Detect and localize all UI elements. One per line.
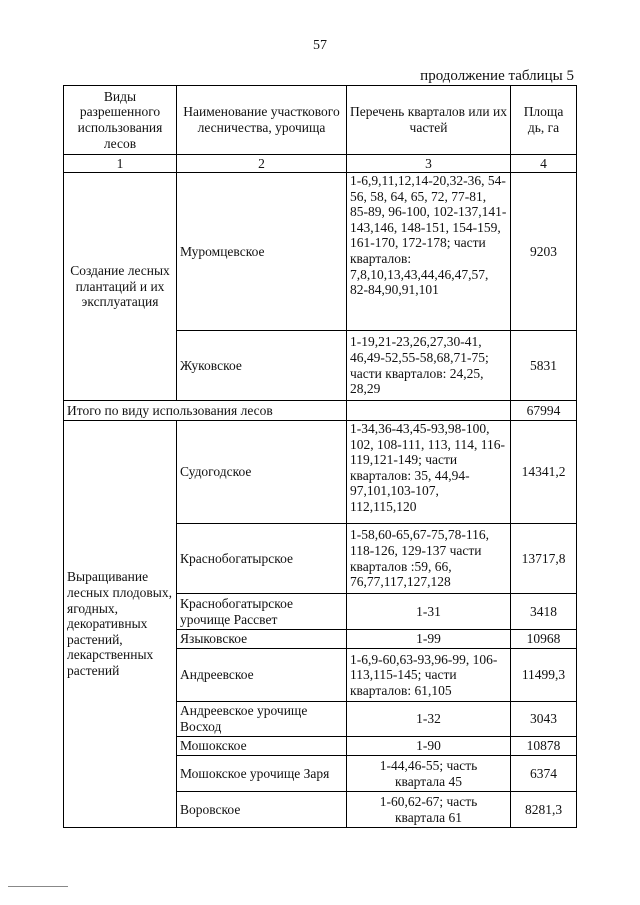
area-cell: 6374 xyxy=(511,756,577,792)
page-number: 57 xyxy=(313,38,327,53)
forestry-name-cell: Андреевское урочище Восход xyxy=(177,702,347,737)
total-empty-cell xyxy=(347,401,511,421)
area-cell: 5831 xyxy=(511,331,577,401)
table-header-row xyxy=(64,86,577,155)
column-number: 1 xyxy=(64,155,177,173)
quarters-cell: 1-34,36-43,45-93,98-100, 102, 108-111, 113, 114, 116-119,121-149; части кварталов: 35, 44,94-97,101,103-107, 112,115,120 xyxy=(347,421,511,524)
table-row xyxy=(64,173,577,331)
area-cell: 3418 xyxy=(511,594,577,630)
forestry-name-cell: Мошокское урочище Заря xyxy=(177,756,347,792)
forestry-name-cell: Краснобогатырское урочище Рассвет xyxy=(177,594,347,630)
forestry-name-cell: Воровское xyxy=(177,792,347,828)
quarters-cell: 1-6,9,11,12,14-20,32-36, 54-56, 58, 64, 65, 72, 77-81, 85-89, 96-100, 102-137,141-143,146, 148-151, 154-159, 161-170, 172-178; части кварталов: 7,8,10,13,43,44,46,47,57, 82-84,90,91,101 xyxy=(347,173,511,331)
forestry-name-cell: Краснобогатырское xyxy=(177,524,347,594)
quarters-cell: 1-99 xyxy=(347,630,511,649)
forestry-name-cell: Языковское xyxy=(177,630,347,649)
table-row xyxy=(64,421,577,524)
forestry-name-cell: Жуковское xyxy=(177,331,347,401)
land-use-table xyxy=(63,85,577,828)
area-cell: 14341,2 xyxy=(511,421,577,524)
area-cell: 10968 xyxy=(511,630,577,649)
quarters-cell: 1-60,62-67; часть квартала 61 xyxy=(347,792,511,828)
area-cell: 10878 xyxy=(511,737,577,756)
quarters-cell: 1-58,60-65,67-75,78-116, 118-126, 129-137 части кварталов :59, 66, 76,77,117,127,128 xyxy=(347,524,511,594)
quarters-cell: 1-31 xyxy=(347,594,511,630)
header-forestry-name: Наименование участкового лесничества, урочища xyxy=(177,86,347,155)
forestry-name-cell: Муромцевское xyxy=(177,173,347,331)
forestry-name-cell: Андреевское xyxy=(177,649,347,702)
area-cell: 11499,3 xyxy=(511,649,577,702)
header-area: Площа дь, га xyxy=(511,86,577,155)
area-cell: 9203 xyxy=(511,173,577,331)
quarters-cell: 1-6,9-60,63-93,96-99, 106-113,115-145; части кварталов: 61,105 xyxy=(347,649,511,702)
column-number: 3 xyxy=(347,155,511,173)
area-cell: 3043 xyxy=(511,702,577,737)
total-area: 67994 xyxy=(511,401,577,421)
quarters-cell: 1-44,46-55; часть квартала 45 xyxy=(347,756,511,792)
total-row xyxy=(64,401,577,421)
header-quarters: Перечень кварталов или их частей xyxy=(347,86,511,155)
area-cell: 13717,8 xyxy=(511,524,577,594)
quarters-cell: 1-19,21-23,26,27,30-41, 46,49-52,55-58,68,71-75; части кварталов: 24,25, 28,29 xyxy=(347,331,511,401)
column-number: 4 xyxy=(511,155,577,173)
quarters-cell: 1-90 xyxy=(347,737,511,756)
use-type-cell: Выращивание лесных плодовых, ягодных, декоративных растений, лекарственных растений xyxy=(64,421,177,828)
column-number-row xyxy=(64,155,577,173)
footer-divider xyxy=(8,886,68,887)
area-cell: 8281,3 xyxy=(511,792,577,828)
forestry-name-cell: Судогодское xyxy=(177,421,347,524)
use-type-cell: Создание лесных плантаций и их эксплуатация xyxy=(64,173,177,401)
total-label: Итого по виду использования лесов xyxy=(64,401,347,421)
header-use-type: Виды разрешенного использования лесов xyxy=(64,86,177,155)
quarters-cell: 1-32 xyxy=(347,702,511,737)
column-number: 2 xyxy=(177,155,347,173)
table-continuation-note: продолжение таблицы 5 xyxy=(420,68,574,84)
forestry-name-cell: Мошокское xyxy=(177,737,347,756)
